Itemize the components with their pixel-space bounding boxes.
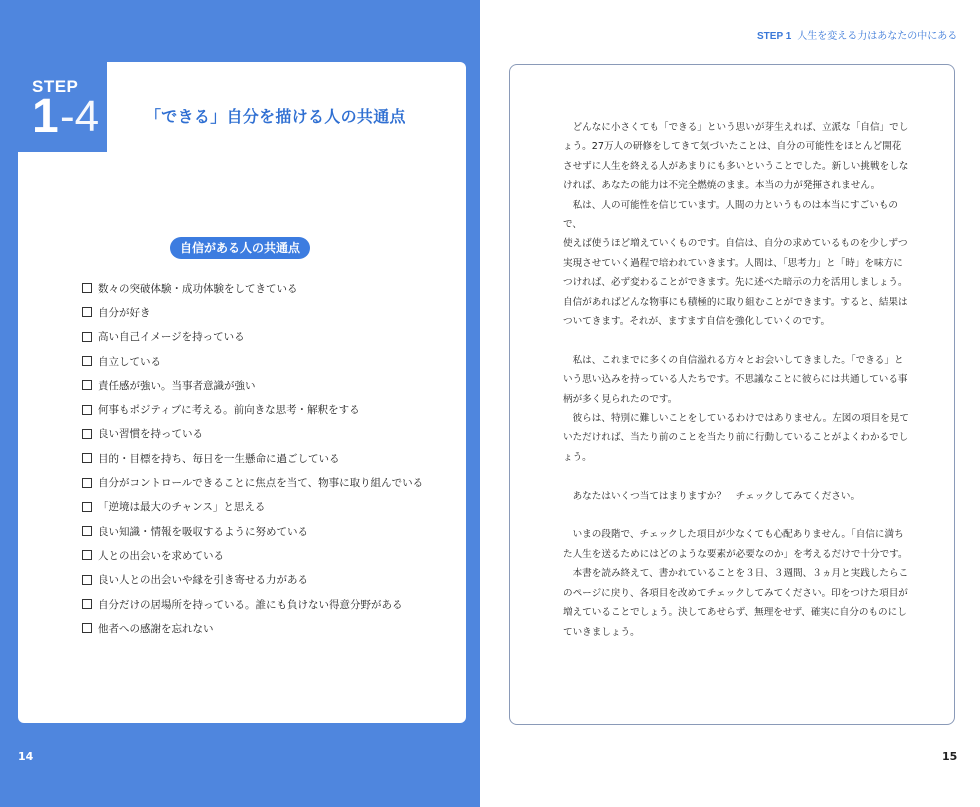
running-head-title: 人生を変える力はあなたの中にある	[797, 31, 958, 42]
checklist-item-label: 他者への感謝を忘れない	[98, 622, 214, 635]
checklist-item-label: 高い自己イメージを持っている	[98, 331, 245, 344]
body-line: 使えば使うほど増えていくものです。自信は、自分の求めているものを少しずつ	[563, 238, 908, 250]
checklist-item	[82, 300, 423, 324]
checkbox-icon[interactable]	[82, 356, 92, 366]
checkbox-icon[interactable]	[82, 526, 92, 536]
checkbox-icon[interactable]	[82, 380, 92, 390]
checklist-item-label: 良い知識・情報を吸収するように努めている	[98, 525, 308, 538]
body-line: どんなに小さくても「できる」という思いが芽生えれば、立派な「自信」でし	[563, 122, 909, 133]
checkbox-icon[interactable]	[82, 307, 92, 317]
running-head	[757, 27, 957, 42]
body-line: 私は、人の可能性を信じています。人間の力というものは本当にすごいもので、	[563, 199, 899, 231]
body-line: つければ、必ず変わることができます。先に述べた暗示の力を活用しましょう。	[563, 277, 908, 289]
checklist-item	[82, 543, 423, 567]
checklist-item	[82, 616, 423, 640]
checklist-item-label: 人との出会いを求めている	[98, 549, 224, 562]
body-line: ければ、あなたの能力は不完全燃焼のまま。本当の力が発揮されません。	[563, 180, 881, 192]
checklist-item	[82, 470, 423, 494]
body-line: ょう。	[563, 451, 592, 463]
checkbox-icon[interactable]	[82, 453, 92, 463]
checklist-item-label: 良い人との出会いや縁を引き寄せる力がある	[98, 574, 308, 587]
body-line: いまの段階で、チェックした項目が少なくても心配ありません。「自信に満ち	[563, 529, 904, 541]
body-text	[563, 118, 909, 642]
checklist-item-label: 良い習慣を持っている	[98, 428, 203, 441]
body-line: ょう。27万人の研修をしてきて気づいたことは、自分の可能性をほとんど開花	[563, 141, 902, 153]
checkbox-icon[interactable]	[82, 332, 92, 342]
checklist-item	[82, 495, 423, 519]
checklist-item	[82, 592, 423, 616]
checkbox-icon[interactable]	[82, 478, 92, 488]
checkbox-icon[interactable]	[82, 429, 92, 439]
body-line: 実現させていく過程で培われていきます。人間は、「思考力」と「時」を味方に	[563, 257, 903, 269]
checklist-item	[82, 422, 423, 446]
step-number-minor: -4	[60, 92, 100, 141]
checkbox-icon[interactable]	[82, 623, 92, 633]
body-line: いただければ、当たり前のことを当たり前に行動していることがよくわかるでし	[563, 432, 909, 444]
body-line: た人生を送るためにはどのような要素が必要なのか」を考えるだけで十分です。	[563, 548, 908, 560]
step-number-major: 1	[32, 90, 59, 143]
section-title: 「できる」自分を描ける人の共通点	[145, 107, 406, 126]
body-line: あなたはいくつ当てはまりますか？ チェックしてみてください。	[563, 490, 861, 502]
checkbox-icon[interactable]	[82, 283, 92, 293]
checklist-item	[82, 519, 423, 543]
body-line: ついてきます。それが、ますます自信を強化していくのです。	[563, 316, 831, 328]
checklist-heading-pill: 自信がある人の共通点	[170, 237, 310, 259]
checkbox-icon[interactable]	[82, 405, 92, 415]
checklist-item	[82, 568, 423, 592]
page-number-left: 14	[18, 750, 34, 763]
checklist-item	[82, 373, 423, 397]
checklist-item	[82, 397, 423, 421]
page-number-right: 15	[942, 750, 958, 763]
checklist-item	[82, 349, 423, 373]
body-line: させずに人生を終える人があまりにも多いということでした。新しい挑戦をしな	[563, 160, 909, 172]
running-head-step: STEP 1	[757, 31, 792, 42]
body-line: 本書を読み終えて、書かれていることを３日、３週間、３ヵ月と実践したらこ	[563, 568, 909, 580]
body-line: のページに戻り、各項目を改めてチェックしてみてください。印をつけた項目が	[563, 587, 908, 599]
checkbox-icon[interactable]	[82, 599, 92, 609]
body-line: 私は、これまでに多くの自信溢れる方々とお会いしてきました。「できる」と	[563, 354, 904, 366]
checkbox-icon[interactable]	[82, 502, 92, 512]
paragraph-gap	[563, 506, 909, 525]
step-badge	[18, 63, 108, 153]
checkbox-icon[interactable]	[82, 550, 92, 560]
body-line: 柄が多く見られたのです。	[563, 393, 678, 405]
checklist-item-label: 何事もポジティブに考える。前向きな思考・解釈をする	[98, 404, 360, 417]
checklist	[82, 276, 423, 640]
step-label: STEP	[32, 77, 79, 96]
body-line: いう思い込みを持っている人たちです。不思議なことに彼らには共通している事	[563, 374, 908, 386]
checklist-item	[82, 325, 423, 349]
checklist-item	[82, 446, 423, 470]
checklist-item-label: 責任感が強い。当事者意識が強い	[98, 379, 256, 392]
checklist-item-label: 自立している	[98, 355, 161, 368]
left-page	[0, 0, 480, 807]
checklist-item-label: 自分が好き	[98, 306, 151, 319]
checklist-item-label: 目的・目標を持ち、毎日を一生懸命に過ごしている	[98, 452, 340, 465]
checklist-item-label: 「逆境は最大のチャンス」と思える	[98, 501, 266, 514]
body-line: 彼らは、特別に難しいことをしているわけではありません。左図の項目を見て	[563, 413, 909, 425]
paragraph-gap	[563, 467, 909, 486]
body-line: ていきましょう。	[563, 626, 640, 638]
paragraph-gap	[563, 331, 909, 350]
checklist-item-label: 自分だけの居場所を持っている。誰にも負けない得意分野がある	[98, 598, 403, 611]
checkbox-icon[interactable]	[82, 575, 92, 585]
checklist-item-label: 自分がコントロールできることに焦点を当て、物事に取り組んでいる	[98, 477, 424, 490]
checklist-item-label: 数々の突破体験・成功体験をしてきている	[98, 282, 298, 295]
checklist-item	[82, 276, 423, 300]
body-line: 自信があればどんな物事にも積極的に取り組むことができます。すると、結果は	[563, 296, 908, 308]
body-line: 増えていることでしょう。決してあせらず、無理をせず、確実に自分のものにし	[563, 607, 907, 619]
